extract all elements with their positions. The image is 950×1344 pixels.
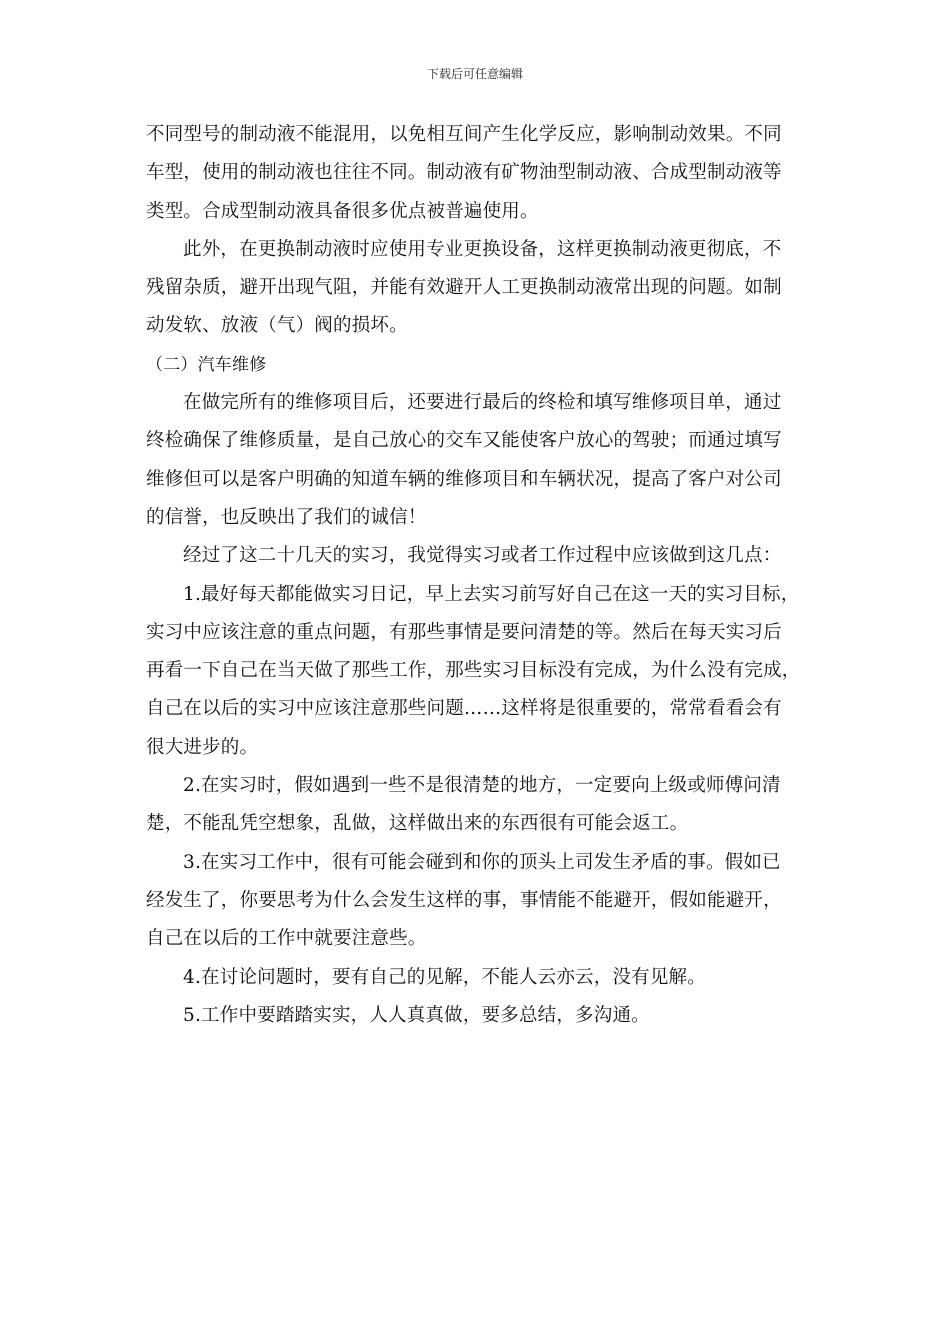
document-body bbox=[146, 116, 824, 1035]
list-item: 5.工作中要踏踏实实，人人真真做，要多总结，多沟通。 bbox=[183, 1004, 650, 1026]
list-item: 4.在讨论问题时，要有自己的见解，不能人云亦云，没有见解。 bbox=[183, 966, 706, 988]
text-line: 终检确保了维修质量，是自己放心的交车又能使客户放心的驾驶；而通过填写 bbox=[146, 430, 782, 452]
text-line: 经过了这二十几天的实习，我觉得实习或者工作过程中应该做到这几点： bbox=[183, 545, 782, 567]
text-line: 维修但可以是客户明确的知道车辆的维修项目和车辆状况，提高了客户对公司 bbox=[146, 468, 782, 490]
text-line: 残留杂质，避开出现气阻，并能有效避开人工更换制动液常出现的问题。如制 bbox=[146, 277, 782, 299]
text-line: 动发软、放液（气）阀的损坏。 bbox=[146, 315, 408, 337]
text-line: 的信誉，也反映出了我们的诚信！ bbox=[146, 506, 427, 528]
text-line: 不同型号的制动液不能混用，以免相互间产生化学反应，影响制动效果。不同 bbox=[146, 124, 782, 145]
text-line: 再看一下自己在当天做了那些工作，那些实习目标没有完成，为什么没有完成， bbox=[146, 660, 801, 682]
text-line: 自己在以后的实习中应该注意那些问题……这样将是很重要的，常常看看会有 bbox=[146, 698, 782, 720]
text-line: 此外，在更换制动液时应使用专业更换设备，这样更换制动液更彻底，不 bbox=[183, 238, 782, 260]
list-item: 2.在实习时，假如遇到一些不是很清楚的地方，一定要向上级或师傅问清 bbox=[183, 775, 781, 797]
list-item: 1.最好每天都能做实习日记，早上去实习前写好自己在这一天的实习目标， bbox=[183, 583, 800, 605]
text-line: 实习中应该注意的重点问题，有那些事情是要问清楚的等。然后在每天实习后 bbox=[146, 621, 782, 643]
text-line: 经发生了，你要思考为什么会发生这样的事，事情能不能避开，假如能避开， bbox=[146, 889, 782, 911]
text-line: 很大进步的。 bbox=[146, 736, 259, 758]
text-line: 在做完所有的维修项目后，还要进行最后的终检和填写维修项目单，通过 bbox=[183, 392, 782, 414]
text-line: 车型，使用的制动液也往往不同。制动液有矿物油型制动液、合成型制动液等 bbox=[146, 162, 782, 184]
text-line: 类型。合成型制动液具备很多优点被普遍使用。 bbox=[146, 200, 539, 222]
page-header: 下载后可任意编辑 bbox=[426, 67, 523, 81]
section-heading: （二）汽车维修 bbox=[146, 354, 267, 375]
text-line: 自己在以后的工作中就要注意些。 bbox=[146, 928, 427, 950]
list-item: 3.在实习工作中，很有可能会碰到和你的顶头上司发生矛盾的事。假如已 bbox=[183, 851, 781, 873]
text-line: 楚，不能乱凭空想象，乱做，这样做出来的东西很有可能会返工。 bbox=[146, 813, 689, 835]
